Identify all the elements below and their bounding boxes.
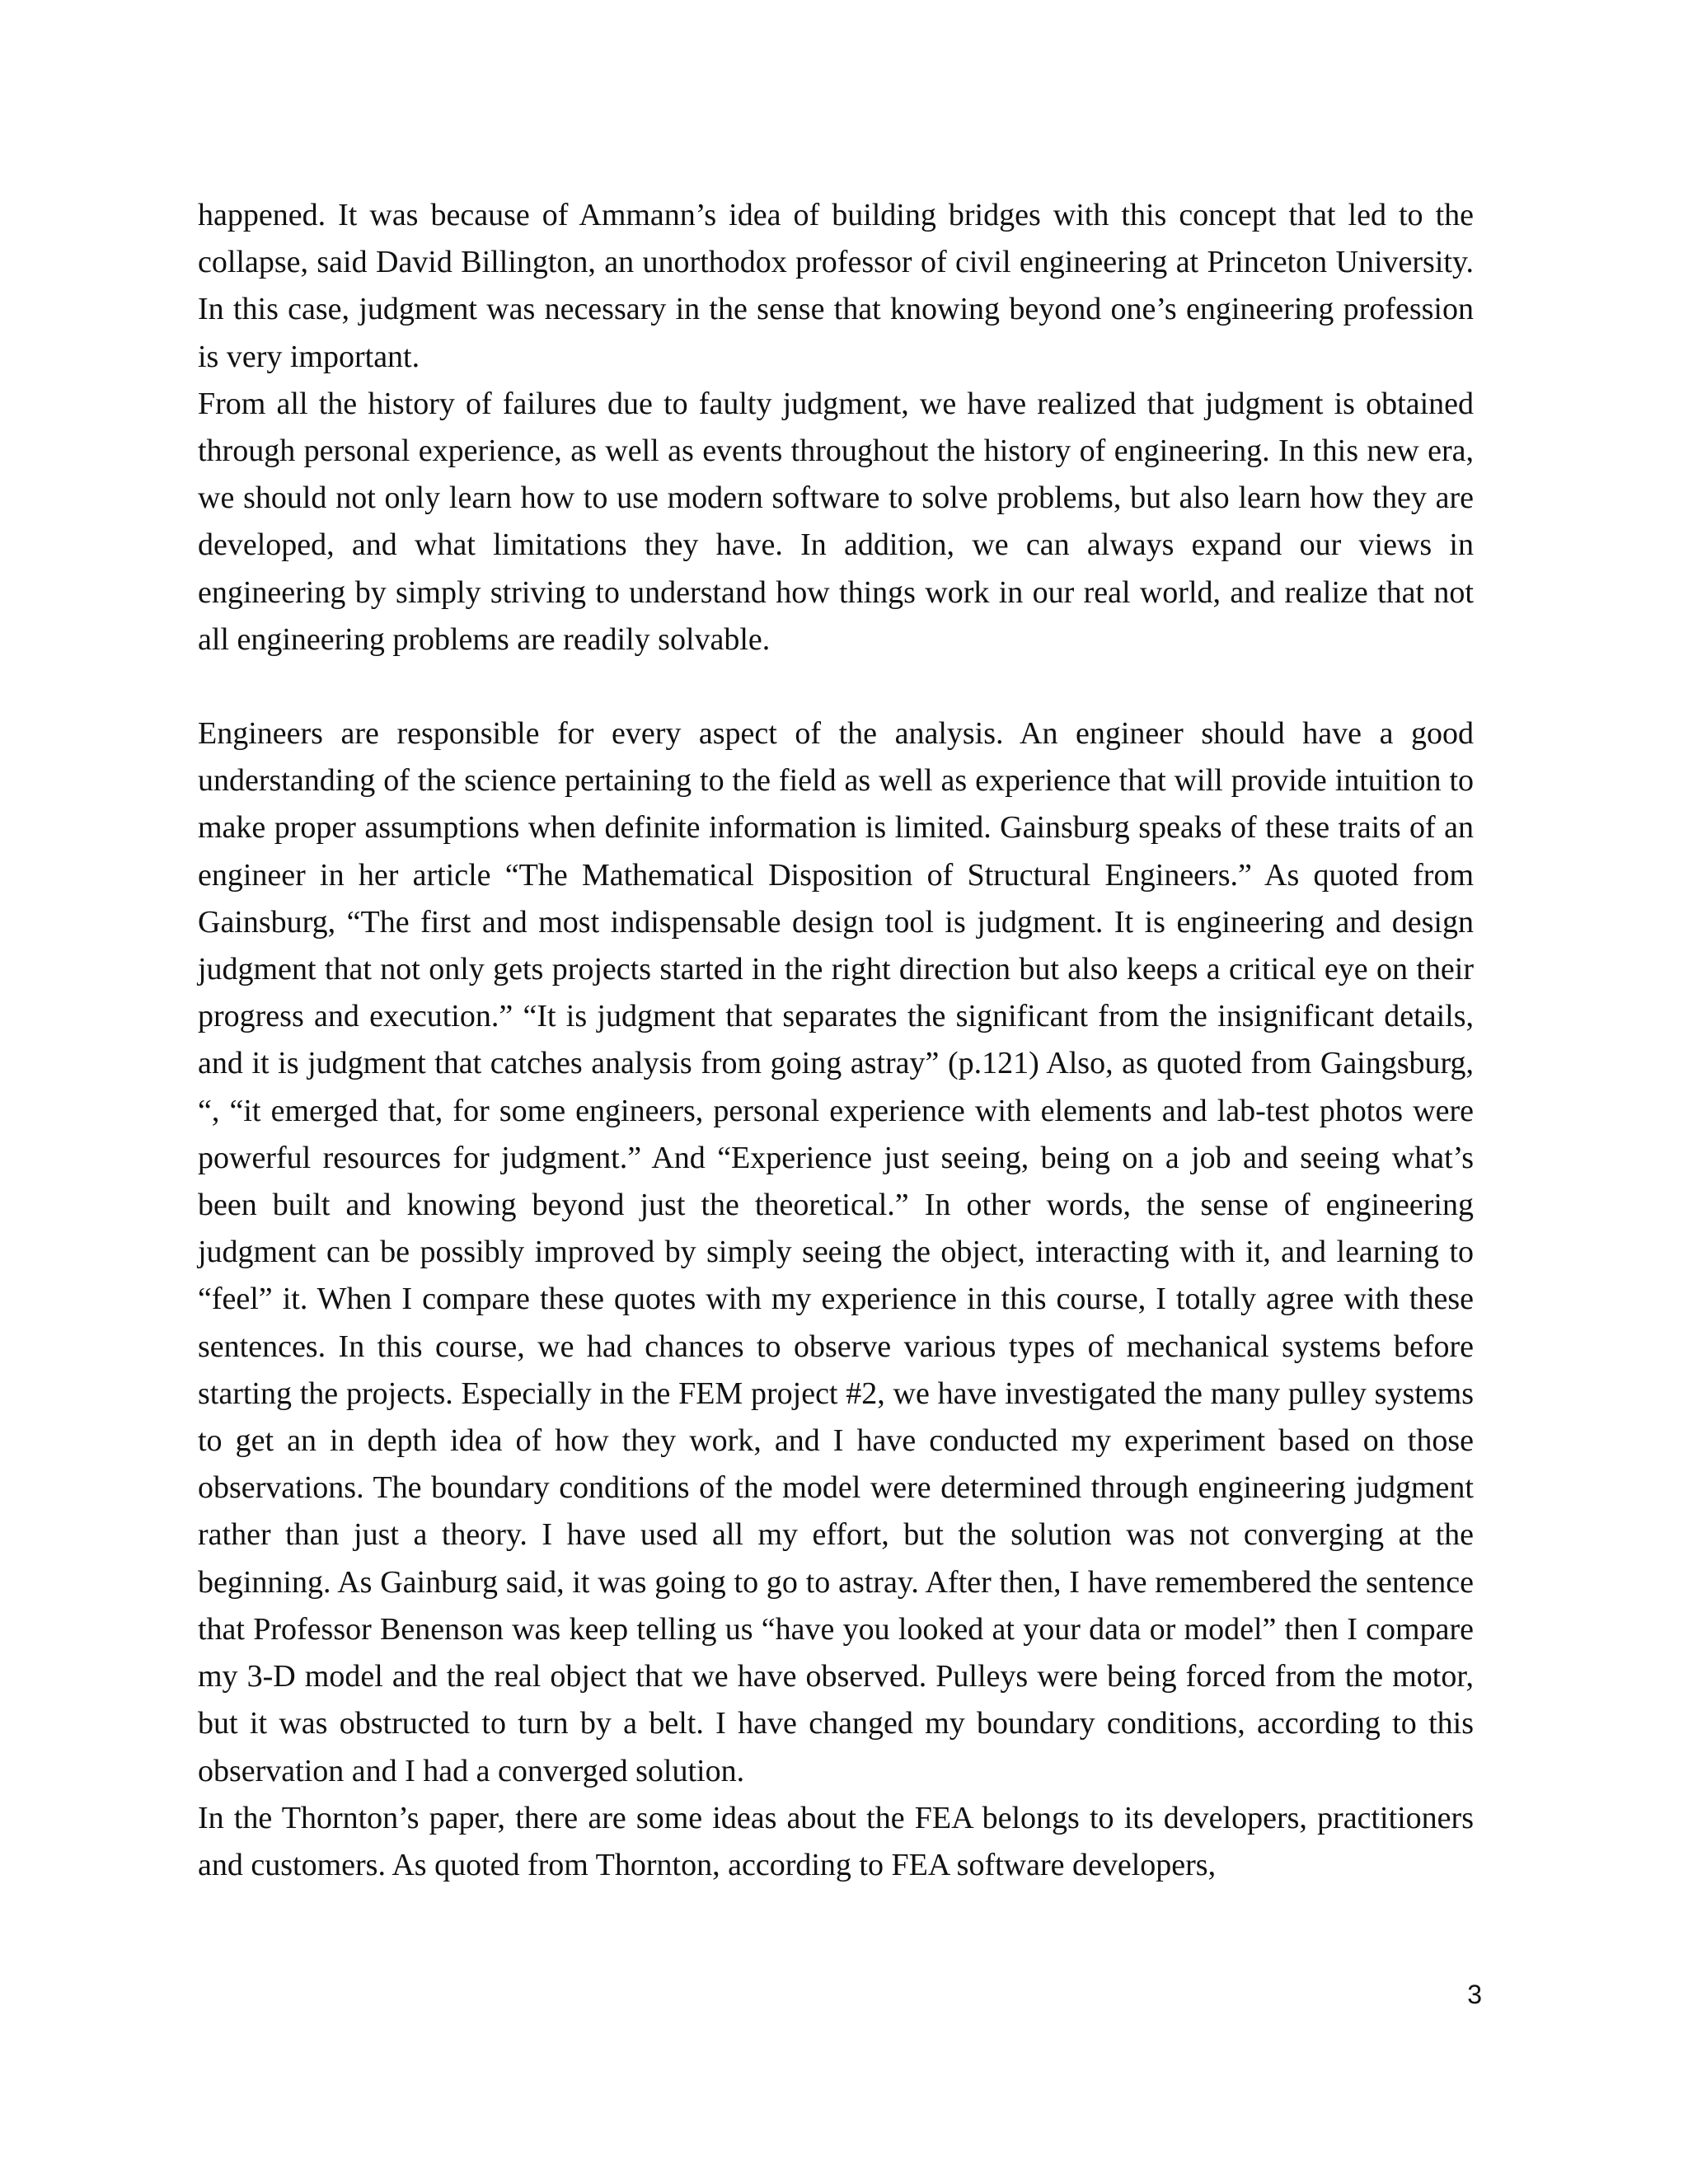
paragraph-collapse-judgment: happened. It was because of Ammann’s idea of building bridges with this concept that led to the collapse, said David Billington, an unorthodox professor of civil engineering at Princeton University. In this case, judgment was necessary in the sense that knowing beyond one’s engineering profession is very important. [198, 198, 1474, 374]
body-text [198, 192, 1474, 1889]
page-number: 3 [1467, 1980, 1482, 2009]
paragraph-spacer [198, 663, 1474, 710]
paragraph-engineers-responsible: Engineers are responsible for every aspect of the analysis. An engineer should have a good understanding of the science pertaining to the field as well as experience that will provide intuition to make proper assumptions when definite information is limited. Gainsburg speaks of these traits of an engineer in her article “The Mathematical Disposition of Structural Engineers.” As quoted from Gainsburg, “The first and most indispensable design tool is judgment. It is engineering and design judgment that not only gets projects started in the right direction but also keeps a critical eye on their progress and execution.” “It is judgment that separates the significant from the insignificant details, and it is judgment that catches analysis from going astray” (p.121) Also, as quoted from Gaingsburg, “, “it emerged that, for some engineers, personal experience with elements and lab-test photos were powerful resources for judgment.” And “Experience just seeing, being on a job and seeing what’s been built and knowing beyond just the theoretical.” In other words, the sense of engineering judgment can be possibly improved by simply seeing the object, interacting with it, and learning to “feel” it. When I compare these quotes with my experience in this course, I totally agree with these sentences. In this course, we had chances to observe various types of mechanical systems before starting the projects. Especially in the FEM project #2, we have investigated the many pulley systems to get an in depth idea of how they work, and I have conducted my experiment based on those observations. The boundary conditions of the model were determined through engineering judgment rather than just a theory. I have used all my effort, but the solution was not converging at the beginning. As Gainburg said, it was going to go to astray. After then, I have remembered the sentence that Professor Benenson was keep telling us “have you looked at your data or model” then I compare my 3-D model and the real object that we have observed. Pulleys were being forced from the motor, but it was obstructed to turn by a belt. I have changed my boundary conditions, according to this observation and I had a converged solution. [198, 716, 1474, 1788]
paragraph-history-of-failures: From all the history of failures due to faulty judgment, we have realized that judgment is obtained through personal experience, as well as events throughout the history of engineering. In this new era, we should not only learn how to use modern software to solve problems, but also learn how they are developed, and what limitations they have. In addition, we can always expand our views in engineering by simply striving to understand how things work in our real world, and realize that not all engineering problems are readily solvable. [198, 386, 1474, 657]
paragraph-thornton-paper: In the Thornton’s paper, there are some ideas about the FEA belongs to its developers, practitioners and customers. As quoted from Thornton, according to FEA software developers, [198, 1800, 1474, 1882]
